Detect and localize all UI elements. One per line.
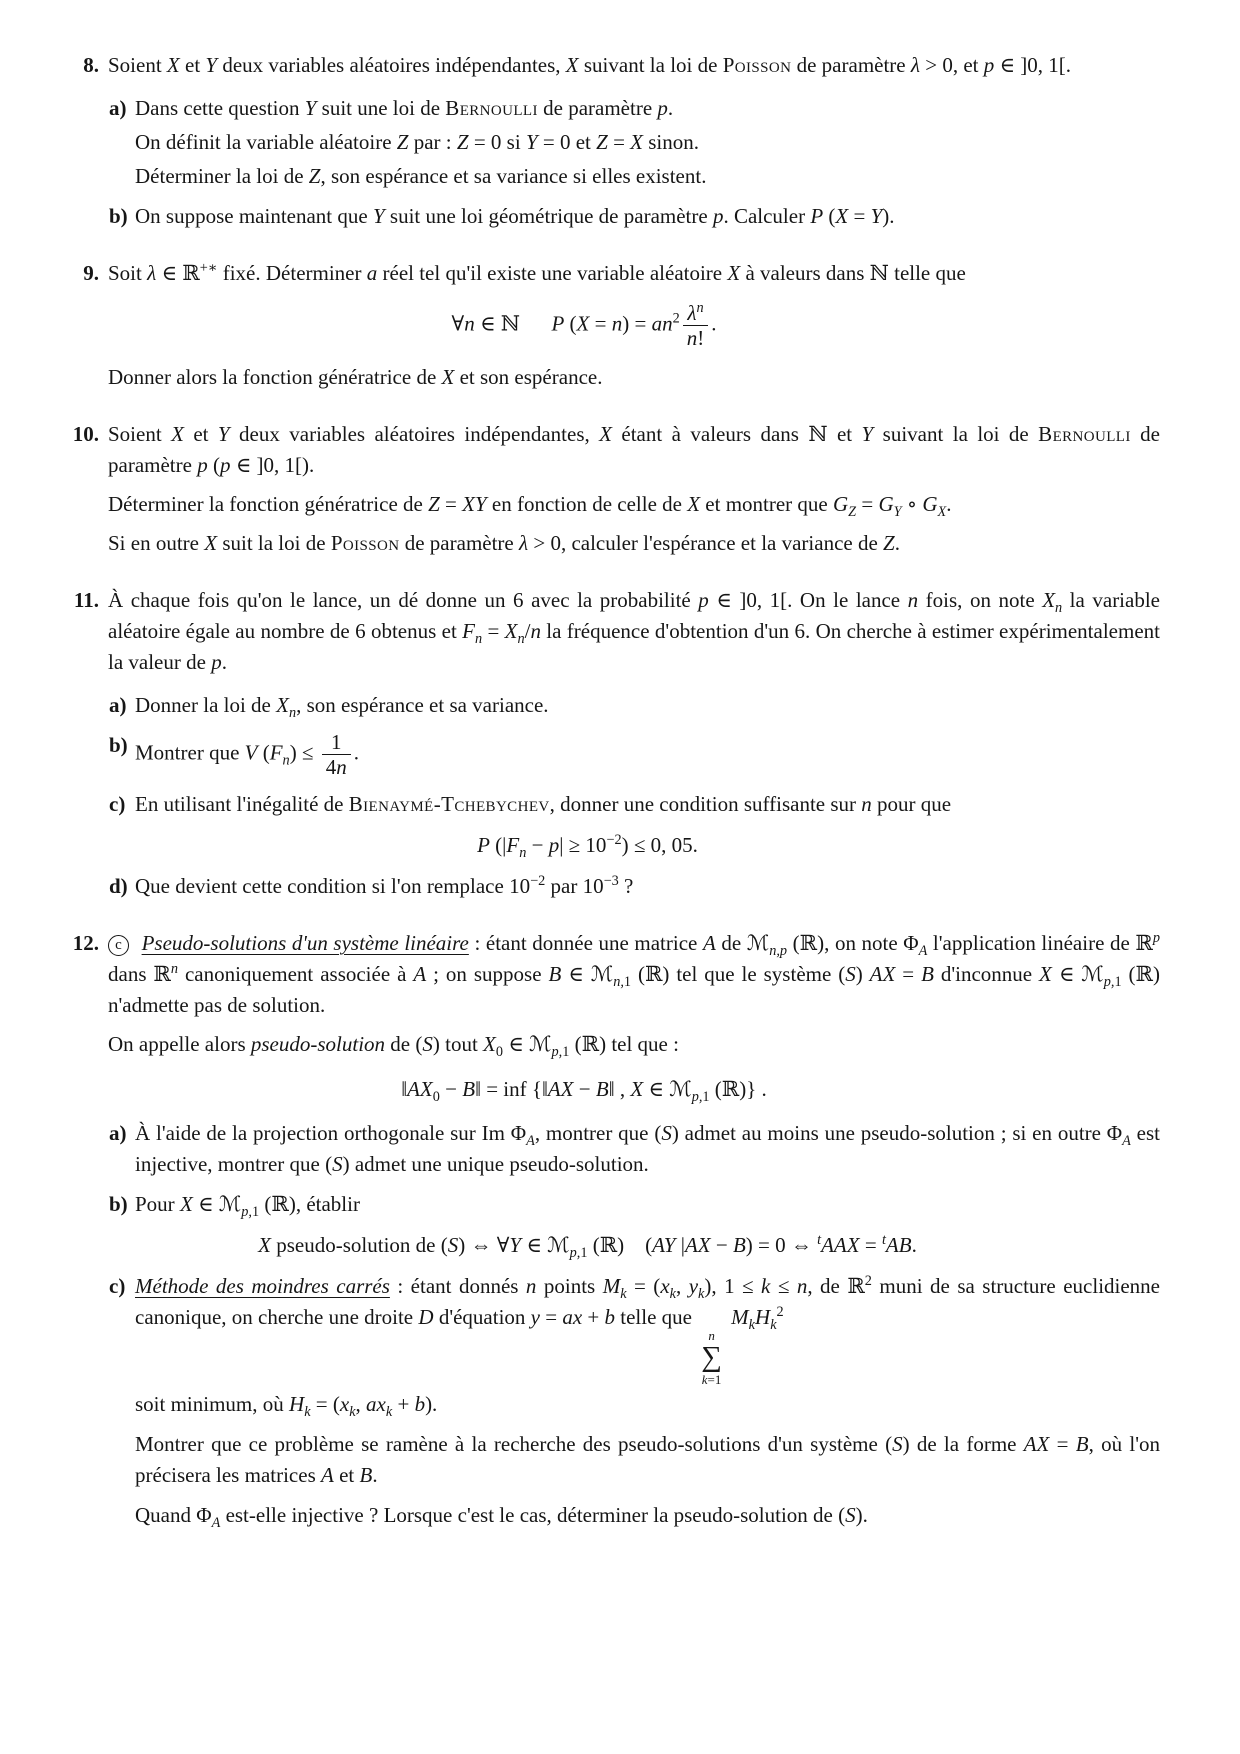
exercise-8-item-a-label: a) bbox=[109, 96, 127, 120]
exercise-12-item-c bbox=[108, 1271, 1160, 1531]
exercise-12-item-c-paragraph-3: Montrer que ce problème se ramène à la recherche des pseudo-solutions d'un système (S) de la forme AX = B, où l'on précisera les matrices A et B. bbox=[135, 1431, 1160, 1487]
exercise-12-item-b-text: Pour X ∈ ℳ$_{p,1}$ (ℝ), établir bbox=[135, 1191, 360, 1220]
exercise-10-paragraph-2: Déterminer la fonction génératrice de Z = XY en fonction de celle de X et montrer que $G_Z = G_Y$ ∘ $G_X$. bbox=[108, 492, 952, 521]
exercise-12-paragraph-2: On appelle alors pseudo-solution de (S) tout $X_0$ ∈ ℳ$_{p,1}$ (ℝ) tel que : bbox=[108, 1031, 679, 1060]
exercise-12 bbox=[72, 928, 1161, 1531]
exercise-12-item-b-label: b) bbox=[109, 1191, 128, 1216]
exercise-10 bbox=[72, 419, 1160, 559]
exercise-12-item-a-label: a) bbox=[109, 1120, 127, 1145]
exercise-11-item-d-label: d) bbox=[109, 873, 128, 898]
exercise-11-item-b-label: b) bbox=[109, 733, 128, 758]
exercise-11 bbox=[73, 585, 1160, 901]
exercise-10-number: 10. bbox=[72, 422, 99, 447]
exercise-12-body bbox=[108, 928, 1160, 1531]
exercise-12-item-b bbox=[108, 1189, 1160, 1262]
exercise-11-item-d bbox=[108, 871, 1160, 902]
exercise-9 bbox=[83, 258, 1160, 393]
exercise-11-item-b-text: Montrer que V $(F_n)$ ≤ $\frac{1}{4n}$ . bbox=[135, 730, 359, 780]
exercise-9-display-formula: ∀n ∈ ℕ P $(X = n) = an^2$ $\frac{\lambda^n}{n!}$ . bbox=[451, 300, 717, 351]
exercise-11-item-c-label: c) bbox=[109, 791, 126, 816]
exercise-8-body bbox=[108, 50, 1160, 232]
exercise-12-item-b-formula: X pseudo-solution de (S) ⇔ ∀Y ∈ ℳ$_{p,1}$ (ℝ) (AY |AX − B) = 0 ⇔ $^t$AAX = $^t$AB. bbox=[258, 1231, 917, 1261]
exercise-11-item-d-text: Que devient cette condition si l'on remplace $10^{-2}$ par $10^{-3}$ ? bbox=[135, 872, 634, 898]
exercise-10-paragraph-3: Si en outre X suit la loi de Poisson de paramètre λ > 0, calculer l'espérance et la variance de Z. bbox=[108, 531, 900, 556]
exercise-11-item-c-formula: P $(|F_n - p| \ge 10^{-2}) \le 0$, 05. bbox=[477, 831, 698, 861]
exercise-8-item-b bbox=[108, 201, 1160, 232]
exercise-11-item-c bbox=[108, 789, 1160, 862]
exercise-8-item-a bbox=[108, 93, 1160, 192]
exercise-12-item-a bbox=[108, 1118, 1160, 1180]
exercise-9-intro: Soit λ ∈ ℝ+∗ fixé. Déterminer a réel tel qu'il existe une variable aléatoire X à valeurs dans ℕ telle que bbox=[108, 260, 966, 285]
exercise-8-item-b-text: On suppose maintenant que Y suit une loi géométrique de paramètre p. Calculer P (X = Y). bbox=[135, 204, 895, 228]
exercise-12-item-c-label: c) bbox=[109, 1273, 126, 1298]
exercise-11-item-b bbox=[108, 730, 1160, 779]
exercise-8-number: 8. bbox=[83, 53, 99, 77]
exercise-12-item-a-text: À l'aide de la projection orthogonale sur Im $\Phi_A$, montrer que (S) admet au moins une pseudo-solution ; si en outre $\Phi_A$ est injective, montrer que (S) admet une unique pseudo-solution. bbox=[135, 1120, 1161, 1176]
exercise-8-item-a-line-3: Déterminer la loi de Z, son espérance et sa variance si elles existent. bbox=[135, 164, 707, 188]
exercise-8-item-b-label: b) bbox=[109, 204, 128, 228]
exercise-11-intro: À chaque fois qu'on le lance, un dé donne un 6 avec la probabilité p ∈ ]0, 1[. On le lance n fois, on note $X_n$ la variable aléatoire égale au nombre de 6 obtenus et $F_n = X_n/n$ la fréquence d'obtention d'un 6. On cherche à estimer expérimentalement la valeur de p. bbox=[108, 588, 1160, 675]
exercise-9-outro: Donner alors la fonction génératrice de X et son espérance. bbox=[108, 365, 603, 390]
exercise-9-body bbox=[108, 258, 1160, 393]
exercise-12-intro: c Pseudo-solutions d'un système linéaire : étant donnée une matrice A de ℳ$_{n,p}$ (ℝ), on note $\Phi_A$ l'application linéaire de ℝ$^p$ dans ℝ$^n$ canoniquement associée à A ; on suppose B ∈ ℳ$_{n,1}$ (ℝ) tel que le système (S) AX = B d'inconnue X ∈ ℳ$_{p,1}$ (ℝ) n'admette pas de solution. bbox=[108, 929, 1160, 1017]
exercise-12-item-c-paragraph-4: Quand $\Phi_A$ est-elle injective ? Lorsque c'est le cas, déterminer la pseudo-solution de (S). bbox=[135, 1502, 868, 1531]
exercise-12-item-c-paragraph-2: soit minimum, où $H_k = (x_k$, $ax_k + b$). bbox=[135, 1391, 438, 1420]
exercise-11-item-a bbox=[108, 690, 1160, 721]
exercise-11-item-c-text: En utilisant l'inégalité de Bienaymé-Tchebychev, donner une condition suffisante sur n pour que bbox=[135, 791, 952, 816]
exercise-11-item-a-label: a) bbox=[109, 693, 127, 718]
exercise-11-item-a-text: Donner la loi de $X_n$, son espérance et sa variance. bbox=[135, 693, 549, 722]
exercise-11-body bbox=[108, 585, 1160, 901]
exercise-9-number: 9. bbox=[83, 261, 99, 285]
exercise-8-item-a-line-2: On définit la variable aléatoire Z par : Z = 0 si Y = 0 et Z = X sinon. bbox=[135, 130, 699, 154]
exercise-10-paragraph-1: Soient X et Y deux variables aléatoires indépendantes, X étant à valeurs dans ℕ et Y suivant la loi de Bernoulli de paramètre p (p ∈ ]0, 1[). bbox=[108, 422, 1160, 478]
exercise-11-number: 11. bbox=[73, 588, 99, 613]
exercise-10-body bbox=[108, 419, 1160, 559]
exercise-8-item-a-line-1: Dans cette question Y suit une loi de Bernoulli de paramètre p. bbox=[135, 96, 674, 120]
exercise-8 bbox=[83, 50, 1160, 232]
exercise-8-intro: Soient X et Y deux variables aléatoires indépendantes, X suivant la loi de Poisson de paramètre λ > 0, et p ∈ ]0, 1[. bbox=[108, 53, 1072, 77]
exercise-12-number: 12. bbox=[72, 930, 99, 955]
exercise-12-item-c-paragraph-1: Méthode des moindres carrés : étant donnés n points $M_k = (x_k$, $y_k$), 1 ≤ k ≤ n, de ℝ$^2$ muni de sa structure euclidienne canonique, on cherche une droite D d'équation y = ax + b telle que n ∑ k=1 $M_kH_k^2$ bbox=[135, 1272, 1161, 1387]
exercise-12-display-formula: $‖AX_0$ − B‖ = inf {‖AX − B‖ , X ∈ ℳ$_{p,1}$ (ℝ)} . bbox=[401, 1076, 767, 1105]
